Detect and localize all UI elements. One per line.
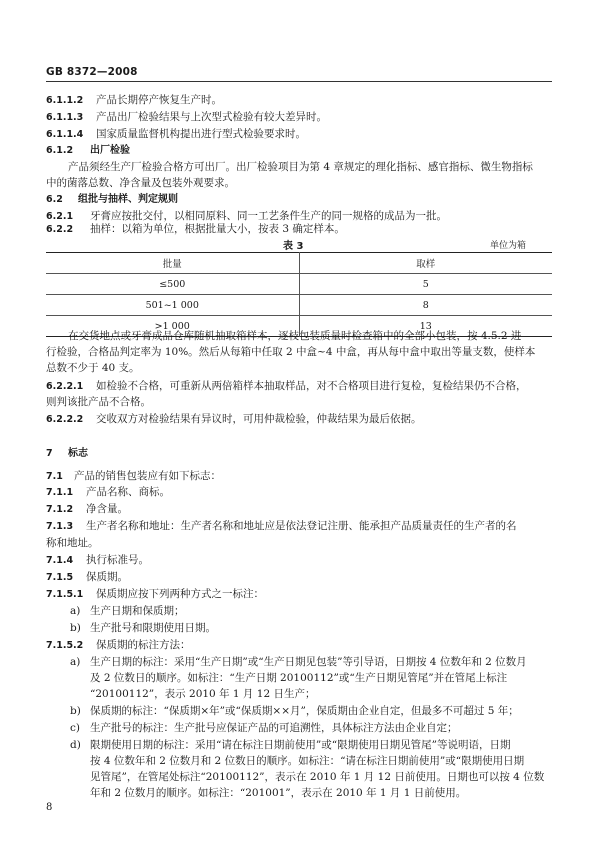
list-item-a xyxy=(70,604,185,618)
clause-6-1-1-2 xyxy=(46,93,222,108)
clause-7-1-5-2 xyxy=(46,638,191,653)
clause-6-1-2-heading xyxy=(46,143,130,158)
clause-6-2-2 xyxy=(46,222,345,237)
table-header-cell: 批量 xyxy=(46,253,299,274)
section-title: 标志 xyxy=(68,448,88,459)
list-text: 限期使用日期的标注：采用“请在标注日期前使用”或“限期使用日期见管尾”等说明语，日期 xyxy=(90,739,511,751)
clause-6-2-heading xyxy=(46,192,178,207)
clause-text: 如检验不合格，可重新从两倍箱样本抽取样品，对不合格项目进行复检，复检结果仍不合格， xyxy=(96,380,527,392)
clause-text: 保质期的标注方法： xyxy=(96,639,191,651)
clause-number: 7.1.5.1 xyxy=(46,589,84,600)
clause-6-2-2-2 xyxy=(46,412,422,427)
clause-number: 7.1.4 xyxy=(46,555,74,566)
clause-number: 6.2.2 xyxy=(46,224,74,235)
clause-text: 净含量。 xyxy=(86,503,128,515)
clause-number: 6.2.2.1 xyxy=(46,381,84,392)
paragraph-line: 见管尾”，在管尾处标注“20100112”，表示在 2010 年 1 月 12 日前使用。日期也可以按 4 位数 xyxy=(90,771,545,783)
table-cell: >1 000 xyxy=(46,316,299,337)
sampling-table xyxy=(46,252,552,337)
section-number: 7 xyxy=(46,448,53,459)
clause-number: 7.1.2 xyxy=(46,504,74,515)
clause-7-1-3 xyxy=(46,519,517,534)
table-cell: 13 xyxy=(419,320,432,332)
clause-7-1-2 xyxy=(46,502,128,517)
list-text: 生产日期和保质期； xyxy=(90,605,185,617)
paragraph-line: 总数不少于 40 支。 xyxy=(46,362,140,374)
paragraph-line: 在交货地点或牙膏成品仓库随机抽取箱样本，逐枝包装质量时检查箱中的全部小包装，按 4.5.2 进 xyxy=(68,330,522,342)
table-row xyxy=(46,274,552,295)
clause-number: 6.2.2.2 xyxy=(46,414,84,425)
clause-title: 出厂检验 xyxy=(90,145,130,156)
clause-6-1-1-3 xyxy=(46,110,327,125)
clause-text: 交收双方对检验结果有异议时，可用仲裁检验，仲裁结果为最后依据。 xyxy=(96,413,422,425)
table-header-row xyxy=(46,253,552,274)
list-text: 生产批号和限期使用日期。 xyxy=(90,622,216,634)
table-row xyxy=(46,295,552,316)
clause-7-1-5 xyxy=(46,570,128,585)
list-letter: d) xyxy=(70,739,81,751)
clause-number: 6.1.1.4 xyxy=(46,129,84,140)
clause-text: 保质期。 xyxy=(86,571,128,583)
list-letter: a) xyxy=(70,605,81,617)
list-letter: c) xyxy=(70,722,80,734)
clause-6-2-2-1 xyxy=(46,379,527,394)
clause-text: 产品出厂检验结果与上次型式检验有较大差异时。 xyxy=(96,111,327,123)
list-text: 生产批号的标注：生产批号应保证产品的可追溯性，具体标注方法由企业自定； xyxy=(90,722,458,734)
paragraph-line: 称和地址。 xyxy=(46,537,99,549)
list-letter: a) xyxy=(70,656,81,668)
list-item-b xyxy=(70,621,216,635)
clause-text: 生产者名称和地址：生产者名称和地址应是依法登记注册、能承担产品质量责任的生产者的名 xyxy=(86,520,517,532)
list-item-b xyxy=(70,704,519,718)
clause-text: 国家质量监督机构提出进行型式检验要求时。 xyxy=(96,128,306,140)
paragraph-line: “20100112”，表示 2010 年 1 月 12 日生产； xyxy=(90,688,316,700)
table-header-cell: 取样 xyxy=(416,259,436,270)
paragraph-line: 及 2 位数日的顺序。如标注：“生产日期 20100112”或“生产日期见管尾”并在管尾上标注 xyxy=(90,672,508,684)
clause-text: 产品长期停产恢复生产时。 xyxy=(96,94,222,106)
clause-6-1-1-4 xyxy=(46,127,306,142)
paragraph-line: 中的菌落总数、净含量及包装外观要求。 xyxy=(46,177,235,189)
paragraph-line: 产品须经生产厂检验合格方可出厂。出厂检验项目为第 4 章规定的理化指标、感官指标、微生物指标 xyxy=(68,161,533,173)
section-7-heading xyxy=(46,446,88,461)
clause-number: 6.2 xyxy=(46,194,63,205)
standard-code: GB 8372—2008 xyxy=(46,66,138,78)
clause-number: 7.1.3 xyxy=(46,521,74,532)
clause-7-1-4 xyxy=(46,553,149,568)
clause-7-1-1 xyxy=(46,485,170,500)
clause-number: 6.2.1 xyxy=(46,211,74,222)
paragraph-line: 年和 2 位数月的顺序。如标注：“201001”，表示在 2010 年 1 月 1 日前使用。 xyxy=(90,787,467,799)
clause-number: 6.1.2 xyxy=(46,145,74,156)
clause-text: 执行标准号。 xyxy=(86,554,149,566)
clause-text: 产品名称、商标。 xyxy=(86,486,170,498)
paragraph-line: 按 4 位数年和 2 位数月和 2 位数日的顺序。如标注：“请在标注日期前使用”或“限期使用日期 xyxy=(90,755,525,767)
table-cell: 5 xyxy=(422,278,429,290)
clause-number: 7.1 xyxy=(46,471,63,482)
clause-number: 7.1.1 xyxy=(46,487,74,498)
table-cell: ≤500 xyxy=(46,274,299,295)
table-unit: 单位为箱 xyxy=(490,241,527,251)
table-title: 表 3 xyxy=(283,241,304,252)
list-text: 生产日期的标注：采用“生产日期”或“生产日期见包装”等引导语，日期按 4 位数年和 2 位数月 xyxy=(90,656,527,668)
clause-text: 保质期应按下列两种方式之一标注： xyxy=(96,588,264,600)
clause-number: 7.1.5 xyxy=(46,572,74,583)
table-cell: 501~1 000 xyxy=(46,295,299,316)
paragraph-line: 则判该批产品不合格。 xyxy=(46,396,151,408)
list-text: 保质期的标注：“保质期×年”或“保质期××月”，保质期由企业自定，但最多不可超过 5 年； xyxy=(90,705,519,717)
clause-text: 牙膏应按批交付，以相同原料、同一工艺条件生产的同一规格的成品为一批。 xyxy=(90,210,447,222)
list-item-c xyxy=(70,721,458,735)
clause-number: 7.1.5.2 xyxy=(46,640,84,651)
clause-text: 产品的销售包装应有如下标志： xyxy=(74,470,221,482)
clause-text: 抽样：以箱为单位，根据批量大小，按表 3 确定样本。 xyxy=(90,223,345,235)
clause-number: 6.1.1.2 xyxy=(46,95,84,106)
table-cell: 8 xyxy=(422,299,429,311)
list-letter: b) xyxy=(70,622,81,634)
clause-title: 组批与抽样、判定规则 xyxy=(78,194,178,205)
clause-number: 6.1.1.3 xyxy=(46,112,84,123)
paragraph-line: 行检验，合格品判定率为 10%。然后从每箱中任取 2 中盒~4 中盒，再从每中盒中取出等量支数，使样本 xyxy=(46,346,536,358)
list-item-d xyxy=(70,738,510,752)
clause-7-1-5-1 xyxy=(46,587,264,602)
list-item-a xyxy=(70,655,527,669)
header-divider xyxy=(46,81,552,82)
page-number: 8 xyxy=(46,802,53,813)
list-letter: b) xyxy=(70,705,81,717)
clause-7-1 xyxy=(46,469,221,484)
